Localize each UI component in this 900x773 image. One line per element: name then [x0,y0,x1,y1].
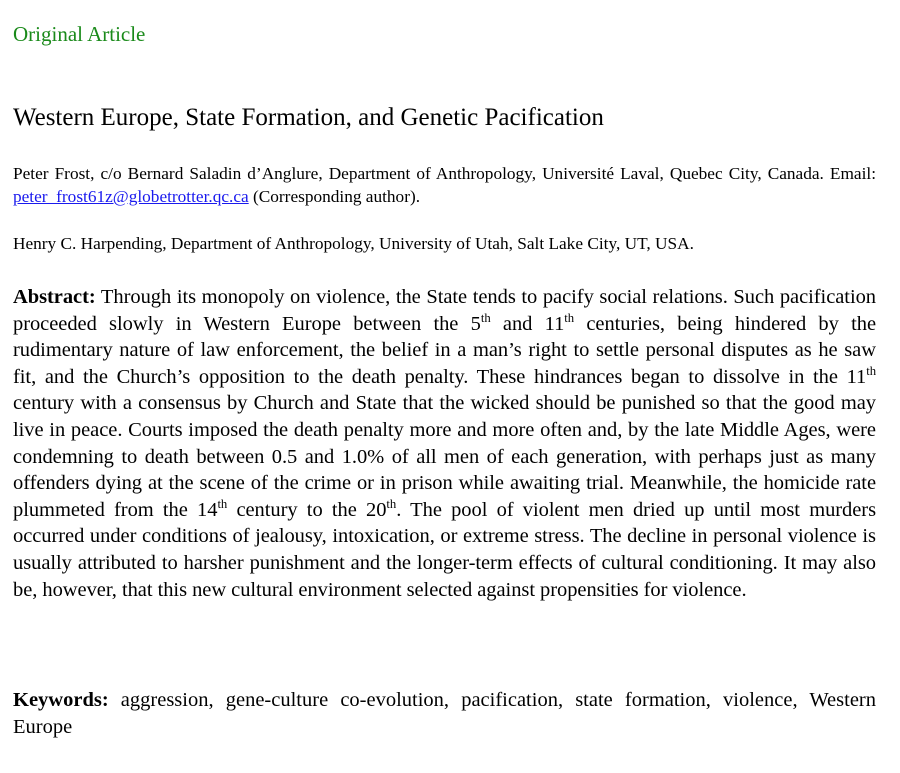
keywords-paragraph [13,687,876,740]
abstract-text-4: century with a consensus by Church and State that the wicked should be punished so that the good may live in peace. Courts imposed the death penalty more and more often and, by the late Middle Ages, were condemning to death between 0.5 and 1.0% of all men of each generation, with perhaps just as many offenders dying at the scene of the crime or in prison while awaiting trial. Meanwhile, the homicide rate plummeted from the 14 [13,392,876,521]
keywords-label: Keywords: [13,689,109,711]
ordinal-superscript: th [480,310,491,325]
article-title: Western Europe, State Formation, and Genetic Pacification [13,104,604,131]
abstract-text-5: century to the 20 [227,498,387,521]
abstract-text-6: . The pool of violent men dried up until most murders occurred under conditions of jealousy, intoxication, or extreme stress. The decline in personal violence is usually attributed to harsher punishment and the longer-term effects of cultural conditioning. It may also be, however, that this new cultural environment selected against propensities for violence. [13,498,877,601]
abstract-text-3: centuries, being hindered by the rudimentary nature of law enforcement, the belief in a man’s right to settle personal disputes as he saw fit, and the Church’s opposition to the death penalty. These hindrances began to dissolve in the 11 [13,312,876,388]
keywords-text: aggression, gene-culture co-evolution, pacification, state formation, violence, Western Europe [13,689,876,738]
ordinal-superscript: th [217,496,228,511]
abstract-text-2: and 11 [490,312,565,335]
ordinal-superscript: th [866,363,876,378]
author-email-link[interactable]: peter_frost61z@globetrotter.qc.ca [13,187,249,206]
author1-affiliation: Peter Frost, c/o Bernard Saladin d’Anglure, Department of Anthropology, Université Laval, Quebec City, Canada. Email: [13,164,876,183]
author1-suffix: (Corresponding author). [248,187,421,206]
ordinal-superscript: th [386,496,397,511]
article-type-label: Original Article [13,22,146,46]
abstract-paragraph [13,284,876,603]
abstract-text-1: Through its monopoly on violence, the State tends to pacify social relations. Such pacification proceeded slowly in Western Europe between the 5 [13,286,876,335]
ordinal-superscript: th [564,310,575,325]
author-block-frost [13,162,876,208]
abstract-label: Abstract: [13,286,96,308]
author-block-harpending: Henry C. Harpending, Department of Anthropology, University of Utah, Salt Lake City, UT, USA. [13,234,694,253]
